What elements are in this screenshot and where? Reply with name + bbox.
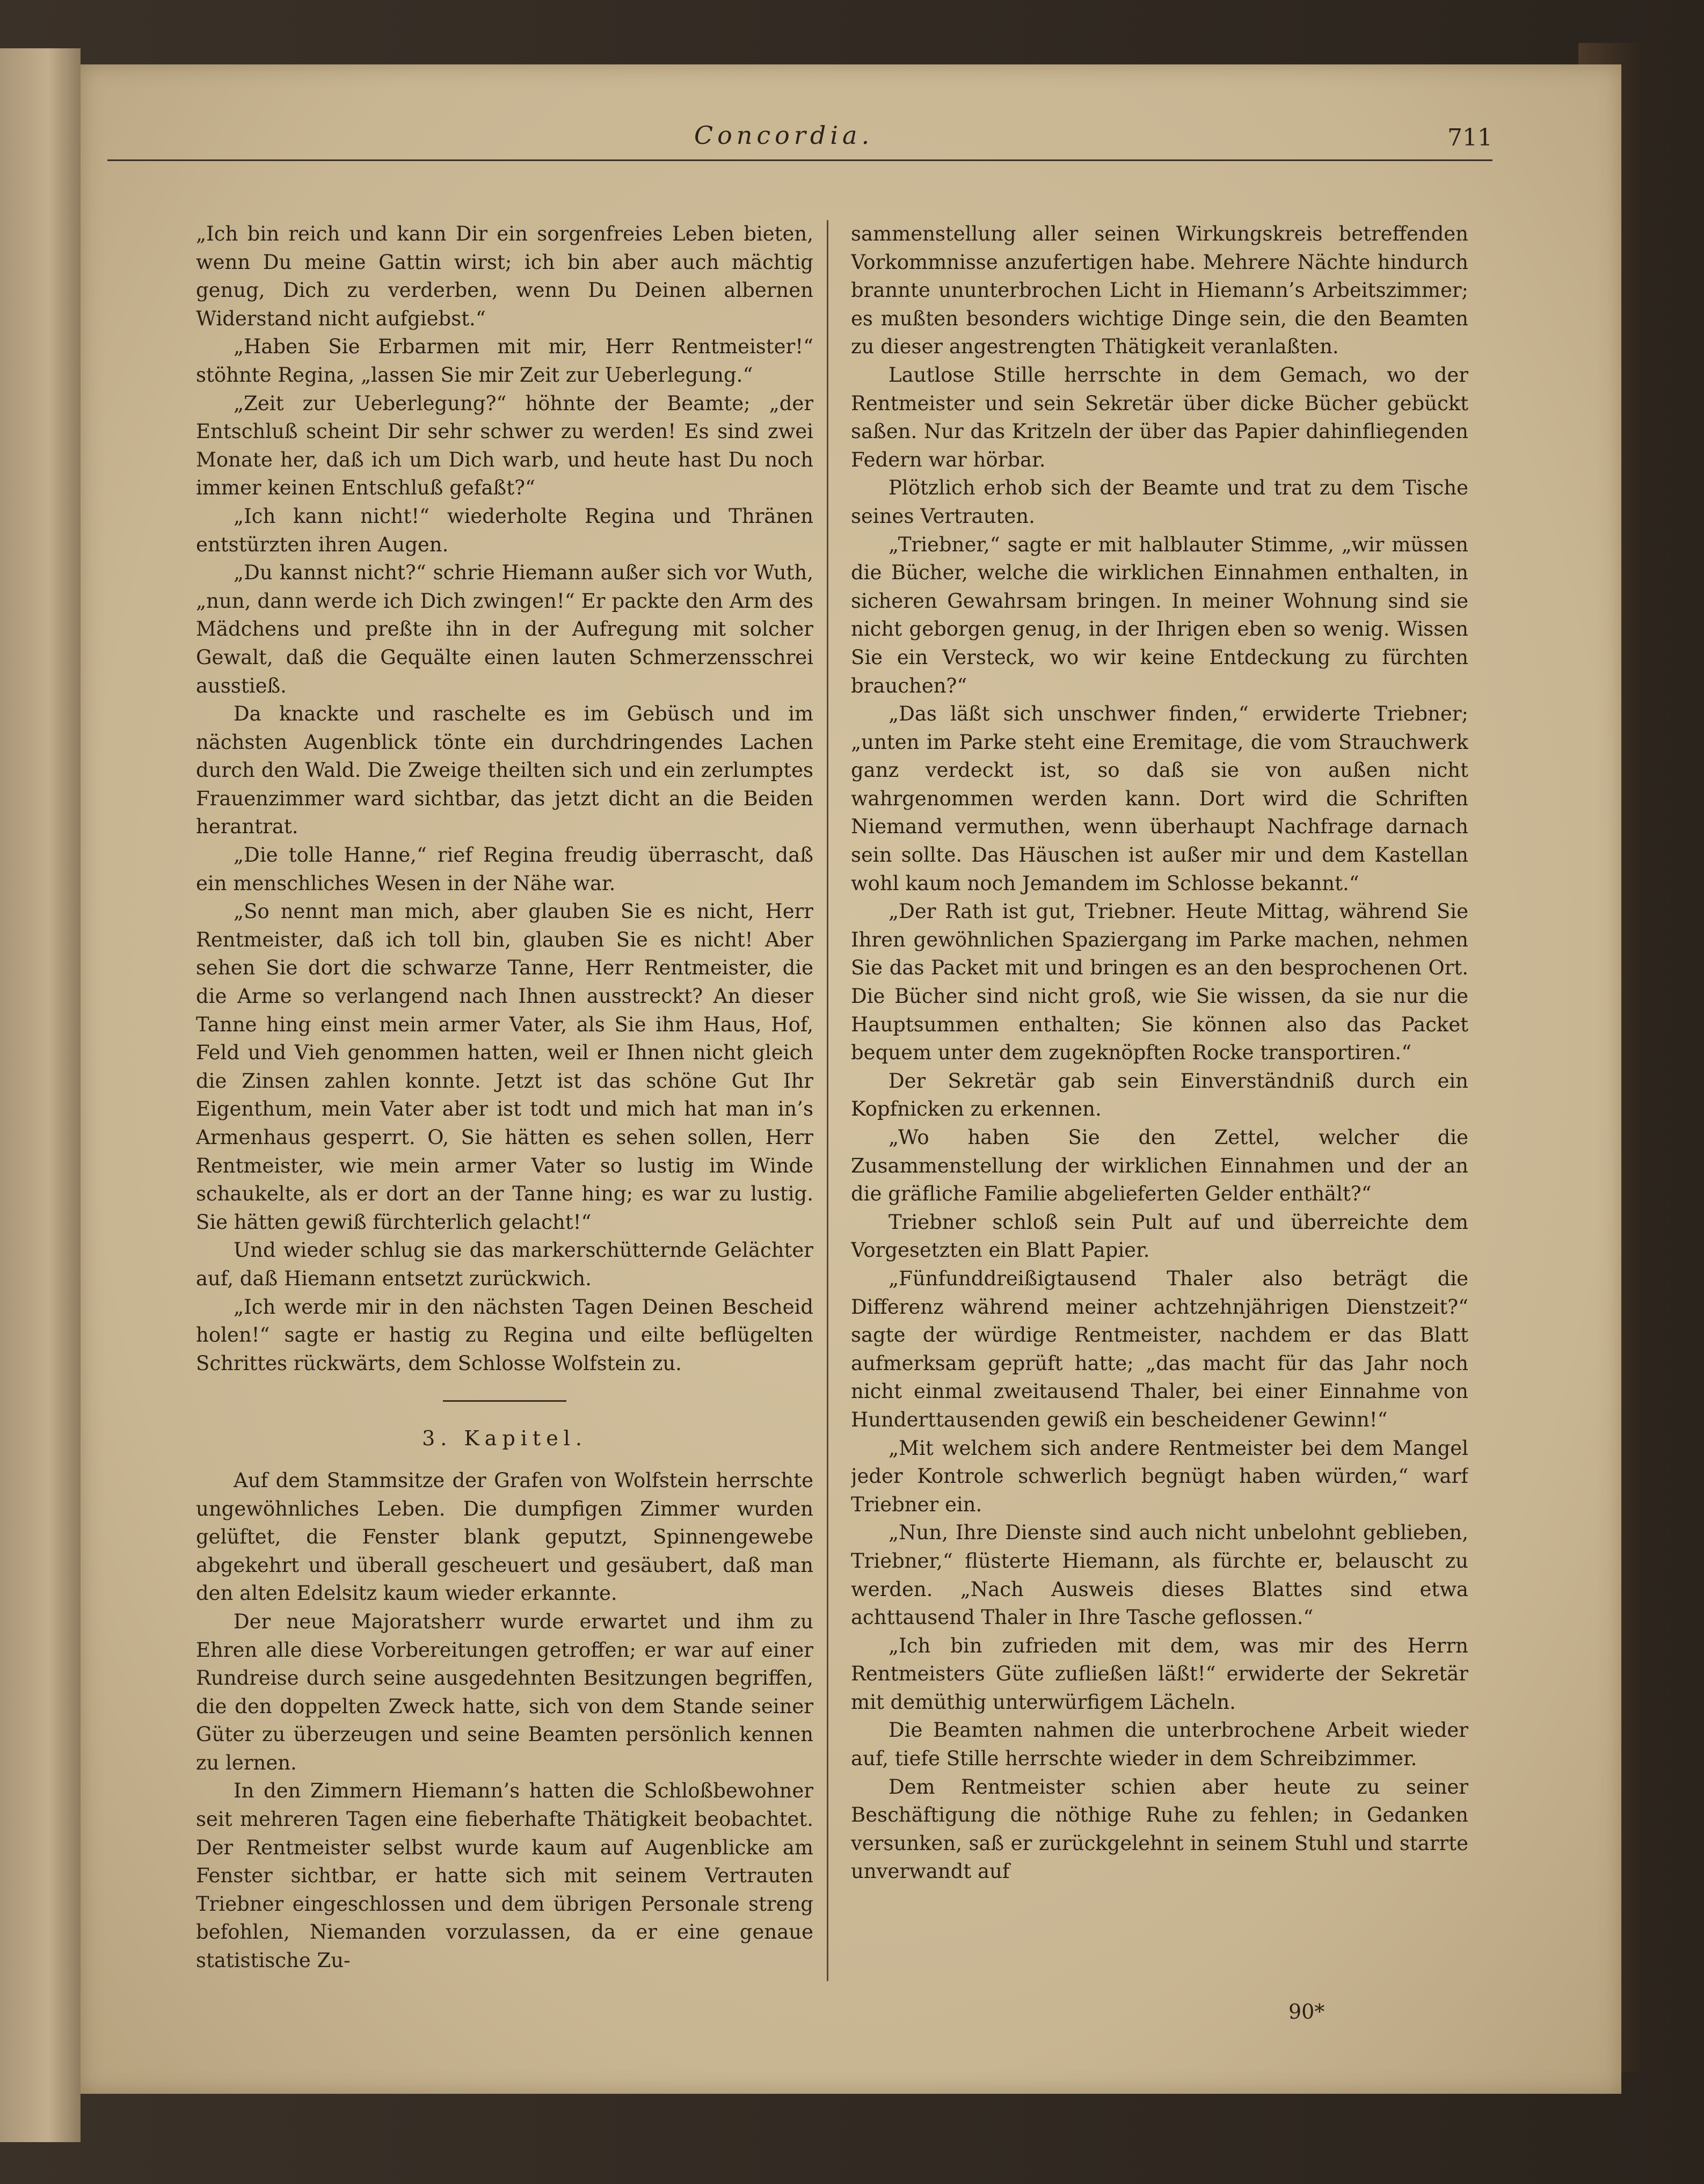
paragraph: „Ich kann nicht!“ wiederholte Regina und Thränen entstürzten ihren Augen. (196, 504, 813, 556)
paragraph: „Der Rath ist gut, Triebner. Heute Mittag, während Sie Ihren gewöhnlichen Spaziergang im Parke machen, nehmen Sie das Packet mit und bringen es an den besprochenen Ort. Die Bücher sind nicht groß, wie Sie wissen, da sie nur die Hauptsummen enthalten; Sie können also das Packet bequem unter dem zugeknöpften Rocke transportiren.“ (851, 900, 1468, 1065)
paragraph: „Ich werde mir in den nächsten Tagen Deinen Bescheid holen!“ sagte er hastig zu Regina und eilte beflügelten Schrittes rückwärts, dem Schlosse Wolfstein zu. (196, 1295, 813, 1375)
paragraph: „Nun, Ihre Dienste sind auch nicht unbelohnt geblieben, Triebner,“ flüsterte Hiemann, als fürchte er, belauscht zu werden. „Nach Ausweis dieses Blattes sind etwa achttausend Thaler in Ihre Tasche geflossen.“ (851, 1521, 1468, 1629)
paragraph: „Haben Sie Erbarmen mit mir, Herr Rentmeister!“ stöhnte Regina, „lassen Sie mir Zeit zur Ueberlegung.“ (196, 335, 813, 387)
paragraph: „Das läßt sich unschwer finden,“ erwiderte Triebner; „unten im Parke steht eine Eremitage, die vom Strauchwerk ganz verdeckt ist, so daß sie von außen nicht wahrgenommen werden kann. Dort wird die Schriften Niemand vermuthen, wenn überhaupt Nachfrage darnach sein sollte. Das Häuschen ist außer mir und dem Kastellan wohl kaum noch Jemandem im Schlosse bekannt.“ (851, 702, 1468, 895)
left-column (196, 220, 813, 2003)
paragraph: Die Beamten nahmen die unterbrochene Arbeit wieder auf, tiefe Stille herrschte wieder in dem Schreibzimmer. (851, 1719, 1468, 1771)
paragraph: „Wo haben Sie den Zettel, welcher die Zusammenstellung der wirklichen Einnahmen und der an die gräfliche Familie abgelieferten Gelder enthält?“ (851, 1126, 1468, 1206)
paragraph: „Fünfunddreißigtausend Thaler also beträgt die Differenz während meiner achtzehnjährigen Dienstzeit?“ sagte der würdige Rentmeister, nachdem er das Blatt aufmerksam geprüft hatte; „das macht für das Jahr noch nicht einmal zweitausend Thaler, bei einer Einnahme von Hunderttausenden gewiß ein bescheidener Gewinn!“ (851, 1266, 1468, 1431)
paragraph: „So nennt man mich, aber glauben Sie es nicht, Herr Rentmeister, daß ich toll bin, glauben Sie es nicht! Aber sehen Sie dort die schwarze Tanne, Herr Rentmeister, die die Arme so verlangend nach Ihnen ausstreckt? An dieser Tanne hing einst mein armer Vater, als Sie ihm Haus, Hof, Feld und Vieh genommen hatten, weil er Ihnen nicht gleich die Zinsen zahlen konnte. Jetzt ist das schöne Gut Ihr Eigenthum, mein Vater aber ist todt und mich hat man in’s Armenhaus gesperrt. O, Sie hätten es sehen sollen, Herr Rentmeister, wie mein armer Vater so lustig im Winde schaukelte, als er dort an der Tanne hing; es war zu lustig. Sie hätten gewiß fürchterlich gelacht!“ (196, 900, 813, 1234)
paragraph: „Du kannst nicht?“ schrie Hiemann außer sich vor Wuth, „nun, dann werde ich Dich zwingen!“ Er packte den Arm des Mädchens und preßte ihn in der Aufregung mit solcher Gewalt, daß die Gequälte einen lauten Schmerzensschrei ausstieß. (196, 561, 813, 697)
paragraph: „Ich bin zufrieden mit dem, was mir des Herrn Rentmeisters Güte zufließen läßt!“ erwiderte der Sekretär mit demüthig unterwürfigem Lächeln. (851, 1634, 1468, 1714)
page-header (107, 121, 1492, 169)
paragraph: Da knackte und raschelte es im Gebüsch und im nächsten Augenblick tönte ein durchdringendes Lachen durch den Wald. Die Zweige theilten sich und ein zerlumptes Frauenzimmer ward sichtbar, das jetzt dicht an die Beiden herantrat. (196, 702, 813, 839)
paragraph: Auf dem Stammsitze der Grafen von Wolfstein herrschte ungewöhnliches Leben. Die dumpfigen Zimmer wurden gelüftet, die Fenster blank geputzt, Spinnengewebe abgekehrt und überall gescheuert und gesäubert, daß man den alten Edelsitz kaum wieder erkannte. (196, 1468, 813, 1605)
paragraph: „Mit welchem sich andere Rentmeister bei dem Mangel jeder Kontrole schwerlich begnügt haben würden,“ warf Triebner ein. (851, 1436, 1468, 1516)
paragraph: Dem Rentmeister schien aber heute zu seiner Beschäftigung die nöthige Ruhe zu fehlen; in Gedanken versunken, saß er zurückgelehnt in seinem Stuhl und starrte unverwandt auf (851, 1775, 1468, 1883)
paragraph: „Triebner,“ sagte er mit halblauter Stimme, „wir müssen die Bücher, welche die wirklichen Einnahmen enthalten, in sicheren Gewahrsam bringen. In meiner Wohnung sind sie nicht geborgen genug, in der Ihrigen eben so wenig. Wissen Sie ein Versteck, wo wir keine Entdeckung zu fürchten brauchen?“ (851, 533, 1468, 697)
right-column (851, 220, 1468, 2003)
paragraph: sammenstellung aller seinen Wirkungskreis betreffenden Vorkommnisse anzufertigen habe. Mehrere Nächte hindurch brannte ununterbrochen Licht in Hiemann’s Arbeitszimmer; es mußten besonders wichtige Dinge sein, die den Beamten zu dieser angestrengten Thätigkeit veranlaßten. (851, 222, 1468, 359)
paragraph: „Ich bin reich und kann Dir ein sorgenfreies Leben bieten, wenn Du meine Gattin wirst; ich bin aber auch mächtig genug, Dich zu verderben, wenn Du Deinen albernen Widerstand nicht aufgiebst.“ (196, 222, 813, 330)
paragraph: Und wieder schlug sie das markerschütternde Gelächter auf, daß Hiemann entsetzt zurückwich. (196, 1239, 813, 1290)
header-rule (107, 159, 1492, 161)
paragraph: Plötzlich erhob sich der Beamte und trat zu dem Tische seines Vertrauten. (851, 476, 1468, 528)
paragraph: Lautlose Stille herrschte in dem Gemach, wo der Rentmeister und sein Sekretär über dicke Bücher gebückt saßen. Nur das Kritzeln der über das Papier dahinfliegenden Federn war hörbar. (851, 363, 1468, 471)
paragraph: Triebner schloß sein Pult auf und überreichte dem Vorgesetzten ein Blatt Papier. (851, 1210, 1468, 1262)
signature-mark: 90* (1288, 2000, 1325, 2023)
paragraph: Der Sekretär gab sein Einverständniß durch ein Kopfnicken zu erkennen. (851, 1069, 1468, 1121)
paragraph: „Die tolle Hanne,“ rief Regina freudig überrascht, daß ein menschliches Wesen in der Nähe war. (196, 843, 813, 895)
paragraph: „Zeit zur Ueberlegung?“ höhnte der Beamte; „der Entschluß scheint Dir sehr schwer zu werden! Es sind zwei Monate her, daß ich um Dich warb, und heute hast Du noch immer keinen Entschluß gefaßt?“ (196, 391, 813, 500)
facing-page-edge (0, 48, 81, 2142)
paragraph: Der neue Majoratsherr wurde erwartet und ihm zu Ehren alle diese Vorbereitungen getroffen; er war auf einer Rundreise durch seine ausgedehnten Besitzungen begriffen, die den doppelten Zweck hatte, sich von dem Stande seiner Güter zu überzeugen und seine Beamten persönlich kennen zu lernen. (196, 1610, 813, 1774)
paragraph: In den Zimmern Hiemann’s hatten die Schloßbewohner seit mehreren Tagen eine fieberhafte Thätigkeit beobachtet. Der Rentmeister selbst wurde kaum auf Augenblicke am Fenster sichtbar, er hatte sich mit seinem Vertrauten Triebner eingeschlossen und dem übrigen Personale streng befohlen, Niemanden vorzulassen, da er eine genaue statistische Zu- (196, 1779, 813, 1972)
chapter-heading: 3. Kapitel. (422, 1426, 587, 1451)
page-number: 711 (1447, 124, 1492, 151)
column-divider (827, 220, 828, 1981)
running-head: Concordia. (694, 121, 874, 150)
section-divider (443, 1400, 566, 1402)
